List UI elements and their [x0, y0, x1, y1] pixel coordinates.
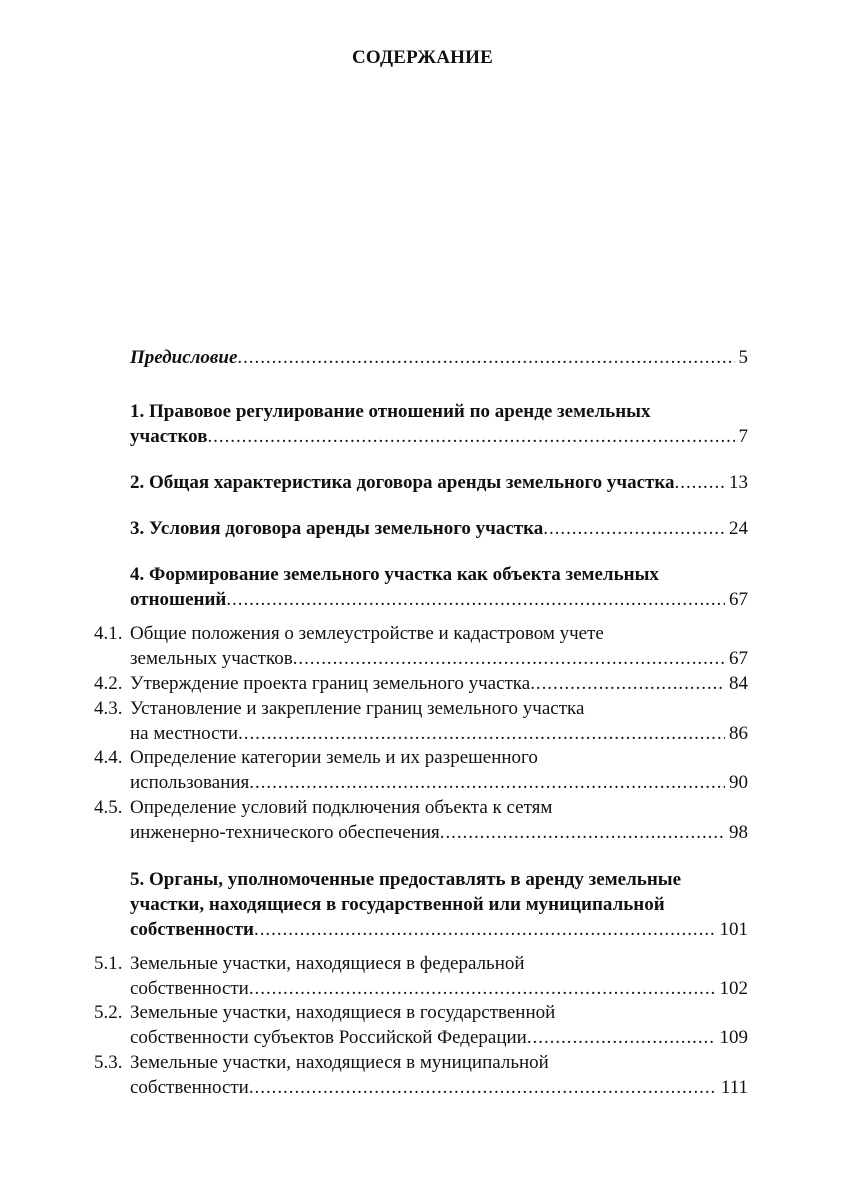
toc-page-number: 111 [720, 1077, 748, 1098]
dot-leader [238, 721, 725, 746]
toc-entry-title: на местности [130, 723, 239, 744]
dot-leader [237, 345, 734, 370]
toc-section-number: 4.2. [94, 673, 123, 694]
toc-entry-title: участков [130, 426, 208, 447]
toc-entry-title: Предисловие [130, 347, 238, 368]
dot-leader [543, 516, 725, 541]
dot-leader [249, 770, 725, 795]
toc-page-number: 84 [729, 673, 748, 694]
toc-page-number: 109 [719, 1027, 748, 1048]
toc-entry-title: участки, находящиеся в государственной или муниципальной [130, 894, 665, 915]
dot-leader [207, 424, 734, 449]
toc-entry-title: Определение условий подключения объекта к сетям [130, 797, 553, 818]
toc-section-number: 4.1. [94, 623, 123, 644]
toc-entry-title: использования [130, 772, 250, 793]
toc-entry-title: Земельные участки, находящиеся в федеральной [130, 953, 525, 974]
toc-page-number: 5 [738, 347, 748, 368]
toc-entry-title: Утверждение проекта границ земельного участка [130, 673, 531, 694]
toc-entry-title: 2. Общая характеристика договора аренды земельного участка [130, 472, 675, 493]
dot-leader [249, 1075, 717, 1100]
toc-entry-title: 3. Условия договора аренды земельного участка [130, 518, 544, 539]
toc-section-number: 4.3. [94, 698, 123, 719]
toc-page-number: 101 [719, 919, 748, 940]
toc-entry-title: Установление и закрепление границ земельного участка [130, 698, 585, 719]
page-title: СОДЕРЖАНИЕ [352, 47, 493, 68]
toc-page-number: 98 [729, 822, 748, 843]
toc-page-number: 90 [729, 772, 748, 793]
dot-leader [254, 917, 715, 942]
dot-leader [527, 1025, 716, 1050]
toc-entry-title: Земельные участки, находящиеся в муниципальной [130, 1052, 549, 1073]
toc-page-number: 24 [729, 518, 748, 539]
dot-leader [293, 646, 725, 671]
dot-leader [226, 587, 725, 612]
toc-page-number: 67 [729, 648, 748, 669]
toc-entry-title: собственности субъектов Российской Федерации [130, 1027, 527, 1048]
toc-page-number: 102 [719, 978, 748, 999]
toc-section-number: 5.3. [94, 1052, 123, 1073]
dot-leader [440, 820, 725, 845]
toc-entry-title: Земельные участки, находящиеся в государственной [130, 1002, 556, 1023]
toc-entry-title: отношений [130, 589, 227, 610]
dot-leader [530, 671, 725, 696]
toc-page-number: 7 [738, 426, 748, 447]
toc-section-number: 4.4. [94, 747, 123, 768]
toc-page-number: 13 [729, 472, 748, 493]
toc-entry-title: собственности [130, 919, 255, 940]
toc-entry-title: Общие положения о землеустройстве и кадастровом учете [130, 623, 604, 644]
toc-entry-title: земельных участков [130, 648, 293, 669]
toc-entry-title: собственности [130, 1077, 249, 1098]
toc-entry-title: инженерно-технического обеспечения [130, 822, 440, 843]
toc-page-number: 67 [729, 589, 748, 610]
toc-entry-title: собственности [130, 978, 249, 999]
toc-entry-title: 1. Правовое регулирование отношений по аренде земельных [130, 401, 651, 422]
toc-page-number: 86 [729, 723, 748, 744]
dot-leader [249, 976, 716, 1001]
toc-entry-title: 4. Формирование земельного участка как объекта земельных [130, 564, 659, 585]
toc-section-number: 5.2. [94, 1002, 123, 1023]
dot-leader [675, 470, 725, 495]
toc-section-number: 5.1. [94, 953, 123, 974]
toc-entry-title: Определение категории земель и их разрешенного [130, 747, 538, 768]
toc-entry-title: 5. Органы, уполномоченные предоставлять в аренду земельные [130, 869, 682, 890]
toc-section-number: 4.5. [94, 797, 123, 818]
